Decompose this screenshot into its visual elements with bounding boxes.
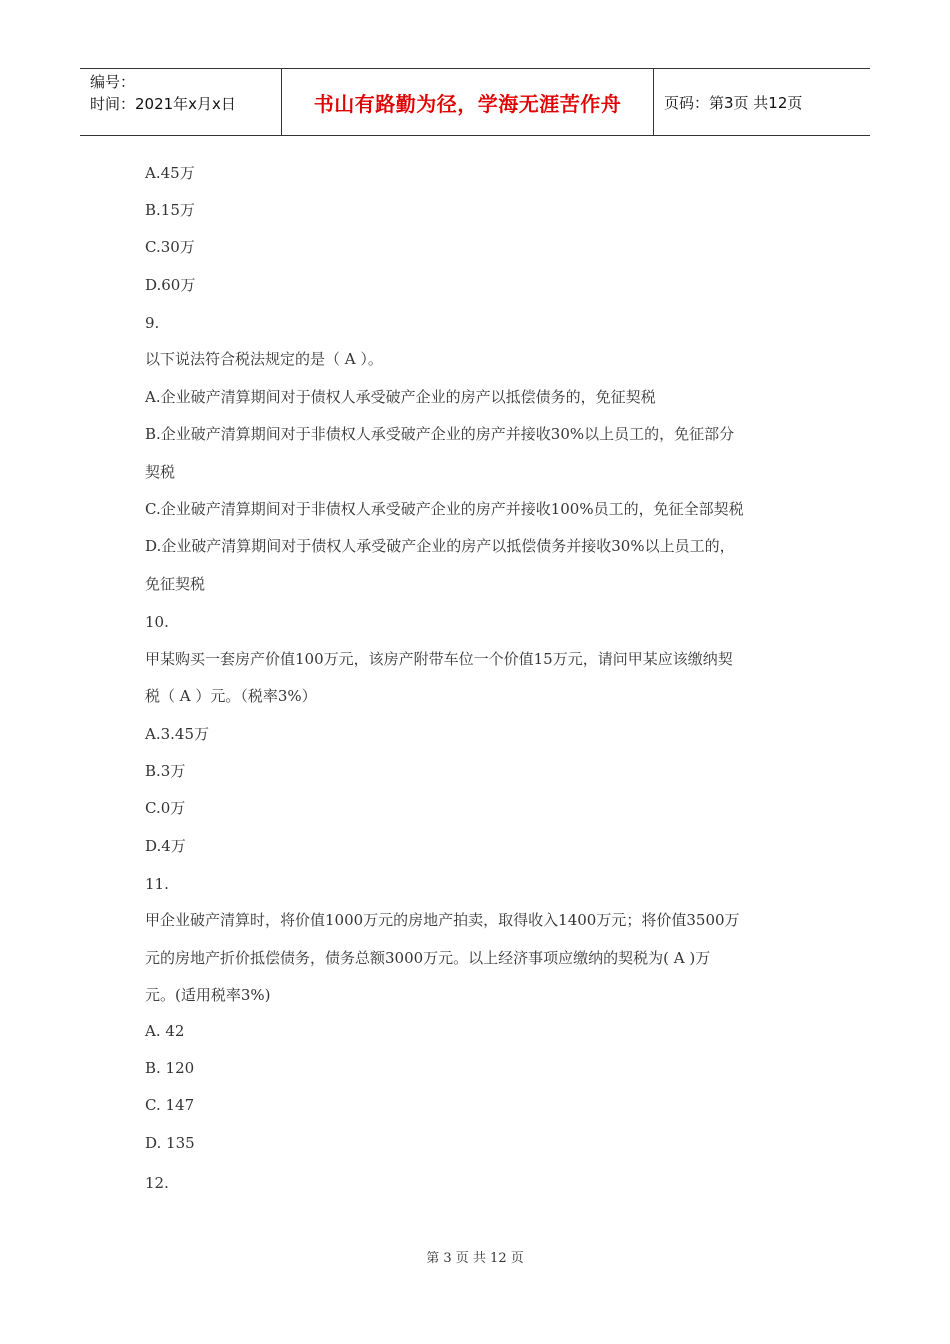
question-text: 元。(适用税率3%) [145,986,271,1004]
option-line: A.企业破产清算期间对于债权人承受破产企业的房产以抵偿债务的，免征契税 [145,388,656,406]
question-number: 9. [145,314,160,332]
option-line: D.4万 [145,837,186,855]
option-line: C.0万 [145,799,186,817]
option-line: B.企业破产清算期间对于非债权人承受破产企业的房产并接收30%以上员工的，免征部分 [145,425,735,443]
option-line: B. 120 [145,1059,195,1077]
question-text: 元的房地产折价抵偿债务，债务总额3000万元。以上经济事项应缴纳的契税为( A )万 [145,949,711,967]
page-info: 页码：第3页 共12页 [664,93,803,112]
page-footer: 第 3 页 共 12 页 [426,1251,524,1266]
option-line: C. 147 [145,1096,195,1114]
option-line: C.企业破产清算期间对于非债权人承受破产企业的房产并接收100%员工的，免征全部契税 [145,500,744,518]
question-text: 税（ A ）元。（税率3%） [145,687,317,705]
option-line: D. 135 [145,1134,195,1152]
option-line: D.60万 [145,276,196,294]
question-text: 甲企业破产清算时，将价值1000万元的房地产拍卖，取得收入1400万元；将价值3500万 [145,911,740,929]
motto: 书山有路勤为径，学海无涯苦作舟 [281,69,654,135]
question-text: 甲某购买一套房产价值100万元，该房产附带车位一个价值15万元，请问甲某应该缴纳契 [145,650,733,668]
option-line: A. 42 [145,1022,185,1040]
option-line: B.15万 [145,201,195,219]
option-line: D.企业破产清算期间对于债权人承受破产企业的房产以抵偿债务并接收30%以上员工的， [145,537,735,555]
question-text: 以下说法符合税法规定的是（ A ）。 [145,350,383,368]
option-line: A.3.45万 [145,725,209,743]
option-line: 契税 [145,463,176,481]
question-number: 10. [145,613,169,631]
option-line: A.45万 [145,164,195,182]
option-line: B.3万 [145,762,186,780]
header-meta [80,69,281,135]
question-number: 11. [145,875,169,893]
option-line: 免征契税 [145,575,206,593]
option-line: C.30万 [145,238,195,256]
page-header [80,68,870,136]
question-number: 12. [145,1174,169,1192]
number-label: 编号： [90,73,136,91]
time-label: 时间：2021年x月x日 [90,95,236,113]
